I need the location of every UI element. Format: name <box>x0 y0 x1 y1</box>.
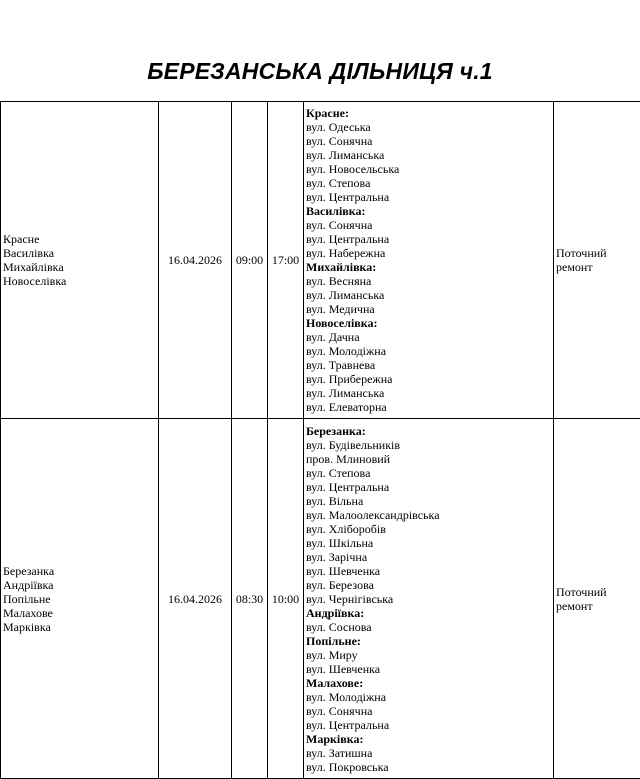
settlement-name: Василівка <box>3 246 156 260</box>
settlement-name: Красне <box>3 232 156 246</box>
village-heading: Красне: <box>306 106 551 120</box>
village-heading: Марківка: <box>306 732 551 746</box>
village-heading: Михайлівка: <box>306 260 551 274</box>
settlements-cell <box>1 102 159 419</box>
reason-text: ремонт <box>556 260 638 274</box>
street-name: вул. Сонячна <box>306 218 551 232</box>
street-name: вул. Весняна <box>306 274 551 288</box>
street-name: вул. Центральна <box>306 190 551 204</box>
street-name: вул. Центральна <box>306 232 551 246</box>
village-heading: Березанка: <box>306 424 551 438</box>
streets-cell <box>304 102 554 419</box>
street-name: вул. Сонячна <box>306 134 551 148</box>
village-heading: Василівка: <box>306 204 551 218</box>
streets-cell <box>304 419 554 779</box>
settlements-cell <box>1 419 159 779</box>
street-name: вул. Миру <box>306 648 551 662</box>
street-name: вул. Затишна <box>306 746 551 760</box>
street-name: вул. Прибережна <box>306 372 551 386</box>
street-name: вул. Будівельників <box>306 438 551 452</box>
start-time-cell: 09:00 <box>232 102 268 419</box>
street-name: вул. Шкільна <box>306 536 551 550</box>
reason-text: Поточний <box>556 585 638 599</box>
settlement-name: Андріївка <box>3 578 156 592</box>
street-name: вул. Молодіжна <box>306 690 551 704</box>
street-name: вул. Новосельська <box>306 162 551 176</box>
table-row <box>1 102 640 419</box>
settlement-name: Михайлівка <box>3 260 156 274</box>
settlement-name: Березанка <box>3 564 156 578</box>
street-name: вул. Дачна <box>306 330 551 344</box>
settlement-name: Попільне <box>3 592 156 606</box>
street-name: вул. Степова <box>306 176 551 190</box>
settlement-name: Марківка <box>3 620 156 634</box>
street-name: вул. Зарічна <box>306 550 551 564</box>
street-name: вул. Вільна <box>306 494 551 508</box>
outage-schedule-table <box>0 101 640 779</box>
date-cell: 16.04.2026 <box>159 419 232 779</box>
street-name: вул. Молодіжна <box>306 344 551 358</box>
street-name: вул. Лиманська <box>306 386 551 400</box>
street-name: вул. Одеська <box>306 120 551 134</box>
village-heading: Новоселівка: <box>306 316 551 330</box>
street-name: вул. Березова <box>306 578 551 592</box>
street-name: вул. Степова <box>306 466 551 480</box>
reason-text: Поточний <box>556 246 638 260</box>
street-name: вул. Елеваторна <box>306 400 551 414</box>
reason-text: ремонт <box>556 599 638 613</box>
street-name: вул. Набережна <box>306 246 551 260</box>
reason-cell <box>554 102 640 419</box>
street-name: вул. Чернігівська <box>306 592 551 606</box>
village-heading: Малахове: <box>306 676 551 690</box>
street-name: вул. Малоолександрівська <box>306 508 551 522</box>
street-name: вул. Покровська <box>306 760 551 774</box>
street-name: вул. Травнева <box>306 358 551 372</box>
end-time-cell: 10:00 <box>268 419 304 779</box>
street-name: вул. Шевченка <box>306 662 551 676</box>
village-heading: Андріївка: <box>306 606 551 620</box>
date-cell: 16.04.2026 <box>159 102 232 419</box>
street-name: вул. Лиманська <box>306 288 551 302</box>
street-name: вул. Медична <box>306 302 551 316</box>
street-name: вул. Хліборобів <box>306 522 551 536</box>
settlement-name: Новоселівка <box>3 274 156 288</box>
start-time-cell: 08:30 <box>232 419 268 779</box>
street-name: вул. Соснова <box>306 620 551 634</box>
village-heading: Попільне: <box>306 634 551 648</box>
end-time-cell: 17:00 <box>268 102 304 419</box>
street-name: вул. Сонячна <box>306 704 551 718</box>
street-name: пров. Млиновий <box>306 452 551 466</box>
settlement-name: Малахове <box>3 606 156 620</box>
street-name: вул. Шевченка <box>306 564 551 578</box>
street-name: вул. Лиманська <box>306 148 551 162</box>
reason-cell <box>554 419 640 779</box>
table-row <box>1 419 640 779</box>
page-title: БЕРЕЗАНСЬКА ДІЛЬНИЦЯ ч.1 <box>0 58 640 85</box>
street-name: вул. Центральна <box>306 718 551 732</box>
street-name: вул. Центральна <box>306 480 551 494</box>
